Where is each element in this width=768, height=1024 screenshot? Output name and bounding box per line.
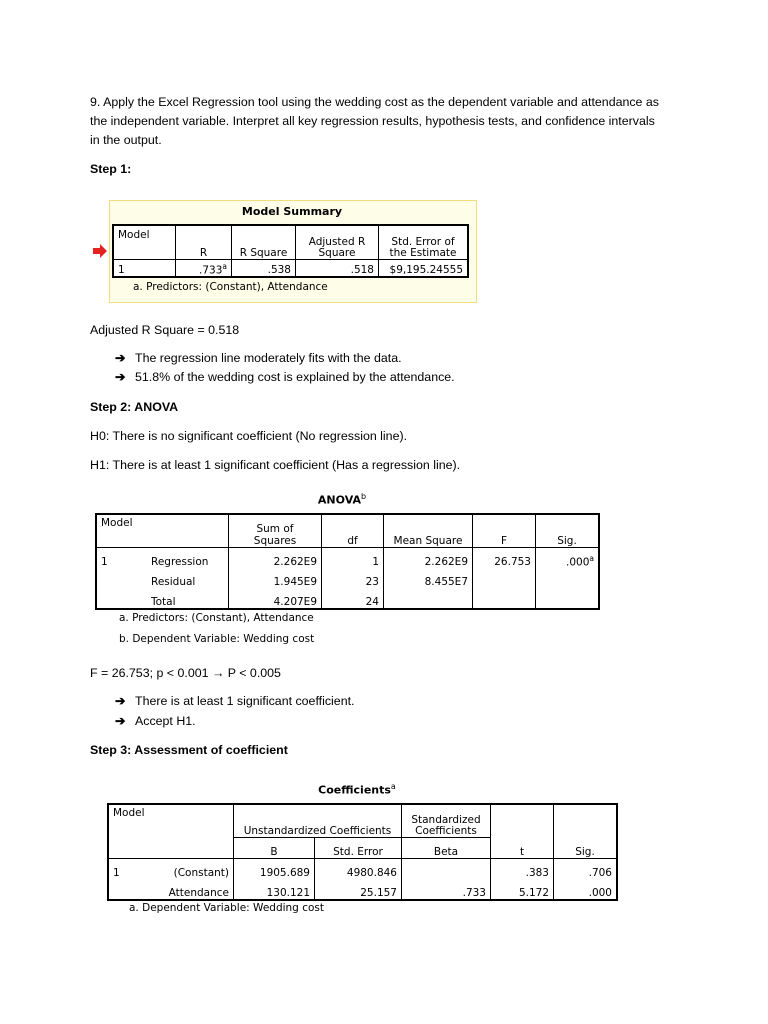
anova-header-df: df: [322, 514, 384, 548]
arrow-right-icon: →: [211, 666, 225, 680]
coefficients-table: [107, 803, 618, 901]
table-row: Total 4.207E9 24: [96, 588, 599, 609]
ms-cell-std-error: $9,195.24555: [379, 260, 469, 278]
step1-bullet-2: ➔ 51.8% of the wedding cost is explained by the attendance.: [115, 370, 455, 384]
anova-footnote-a: a. Predictors: (Constant), Attendance: [119, 612, 314, 624]
ms-header-r-square: R Square: [232, 225, 296, 260]
anova-header-sig: Sig.: [536, 514, 600, 548]
ms-cell-r-square: .538: [232, 260, 296, 278]
anova-table: [95, 513, 600, 610]
step2-h0: H0: There is no significant coefficient (No regression line).: [90, 429, 408, 443]
model-summary-title: Model Summary: [241, 205, 343, 218]
question-line-1: 9. Apply the Excel Regression tool using the wedding cost as the dependent variable and attendance as: [90, 95, 659, 109]
step2-bullet-2: ➔ Accept H1.: [115, 714, 196, 728]
coef-header-unstd: Unstandardized Coefficients: [234, 804, 402, 837]
step2-result: F = 26.753; p < 0.001 → P < 0.005: [90, 666, 281, 680]
step1-heading: Step 1:: [90, 162, 132, 176]
coefficients-title: Coefficients$^a$: [318, 782, 396, 797]
coef-header-sig: Sig.: [554, 837, 618, 858]
arrow-right-icon: ➔: [115, 370, 126, 384]
arrow-right-icon: ➔: [115, 714, 126, 728]
anova-header-ss: Sum of Squares: [229, 514, 322, 548]
table-row: Attendance 130.121 25.157 .733 5.172 .000: [108, 879, 617, 900]
step1-result: Adjusted R Square = 0.518: [90, 323, 240, 337]
step3-heading: Step 3: Assessment of coefficient: [90, 743, 288, 757]
coef-header-se: Std. Error: [315, 837, 402, 858]
ms-cell-adj-r-square: .518: [296, 260, 379, 278]
step1-bullet-1: ➔ The regression line moderately fits with the data.: [115, 351, 402, 365]
coef-header-t: t: [491, 837, 554, 858]
anova-footnote-b: b. Dependent Variable: Wedding cost: [119, 633, 315, 645]
coef-footnote: a. Dependent Variable: Wedding cost: [129, 902, 324, 914]
step2-heading: Step 2: ANOVA: [90, 400, 179, 414]
ms-header-std-error: Std. Error of the Estimate: [379, 225, 469, 260]
ms-header-adj-r-square: Adjusted R Square: [296, 225, 379, 260]
anova-header-ms: Mean Square: [384, 514, 473, 548]
ms-header-model: Model: [113, 225, 176, 260]
ms-cell-r: .733$^a$: [176, 260, 232, 278]
arrow-right-icon: ➔: [115, 694, 126, 708]
anova-title: ANOVA$^b$: [317, 492, 367, 507]
table-row: Residual 1.945E9 23 8.455E7: [96, 568, 599, 588]
coef-header-beta: Beta: [402, 837, 491, 858]
anova-header-model: Model: [96, 514, 147, 548]
coef-header-std: Standardized Coefficients: [402, 804, 491, 837]
ms-footnote: a. Predictors: (Constant), Attendance: [133, 281, 328, 293]
table-row: 1 (Constant) 1905.689 4980.846 .383 .706: [108, 858, 617, 879]
coef-header-b: B: [234, 837, 315, 858]
question-line-2: the independent variable. Interpret all key regression results, hypothesis tests, and confidence intervals: [90, 114, 655, 128]
ms-header-r: R: [176, 225, 232, 260]
model-summary-table: [112, 224, 469, 278]
step2-h1: H1: There is at least 1 significant coefficient (Has a regression line).: [90, 458, 461, 472]
question-line-3: in the output.: [90, 133, 162, 147]
arrow-right-icon: ➔: [115, 351, 126, 365]
red-pointer-arrow-icon: [93, 244, 107, 258]
ms-cell-model: 1: [113, 260, 176, 278]
coef-header-model: Model: [108, 804, 161, 837]
step2-bullet-1: ➔ There is at least 1 significant coefficient.: [115, 694, 355, 708]
table-row: 1 Regression 2.262E9 1 2.262E9 26.753 .000$^a$: [96, 548, 599, 569]
anova-header-f: F: [473, 514, 536, 548]
